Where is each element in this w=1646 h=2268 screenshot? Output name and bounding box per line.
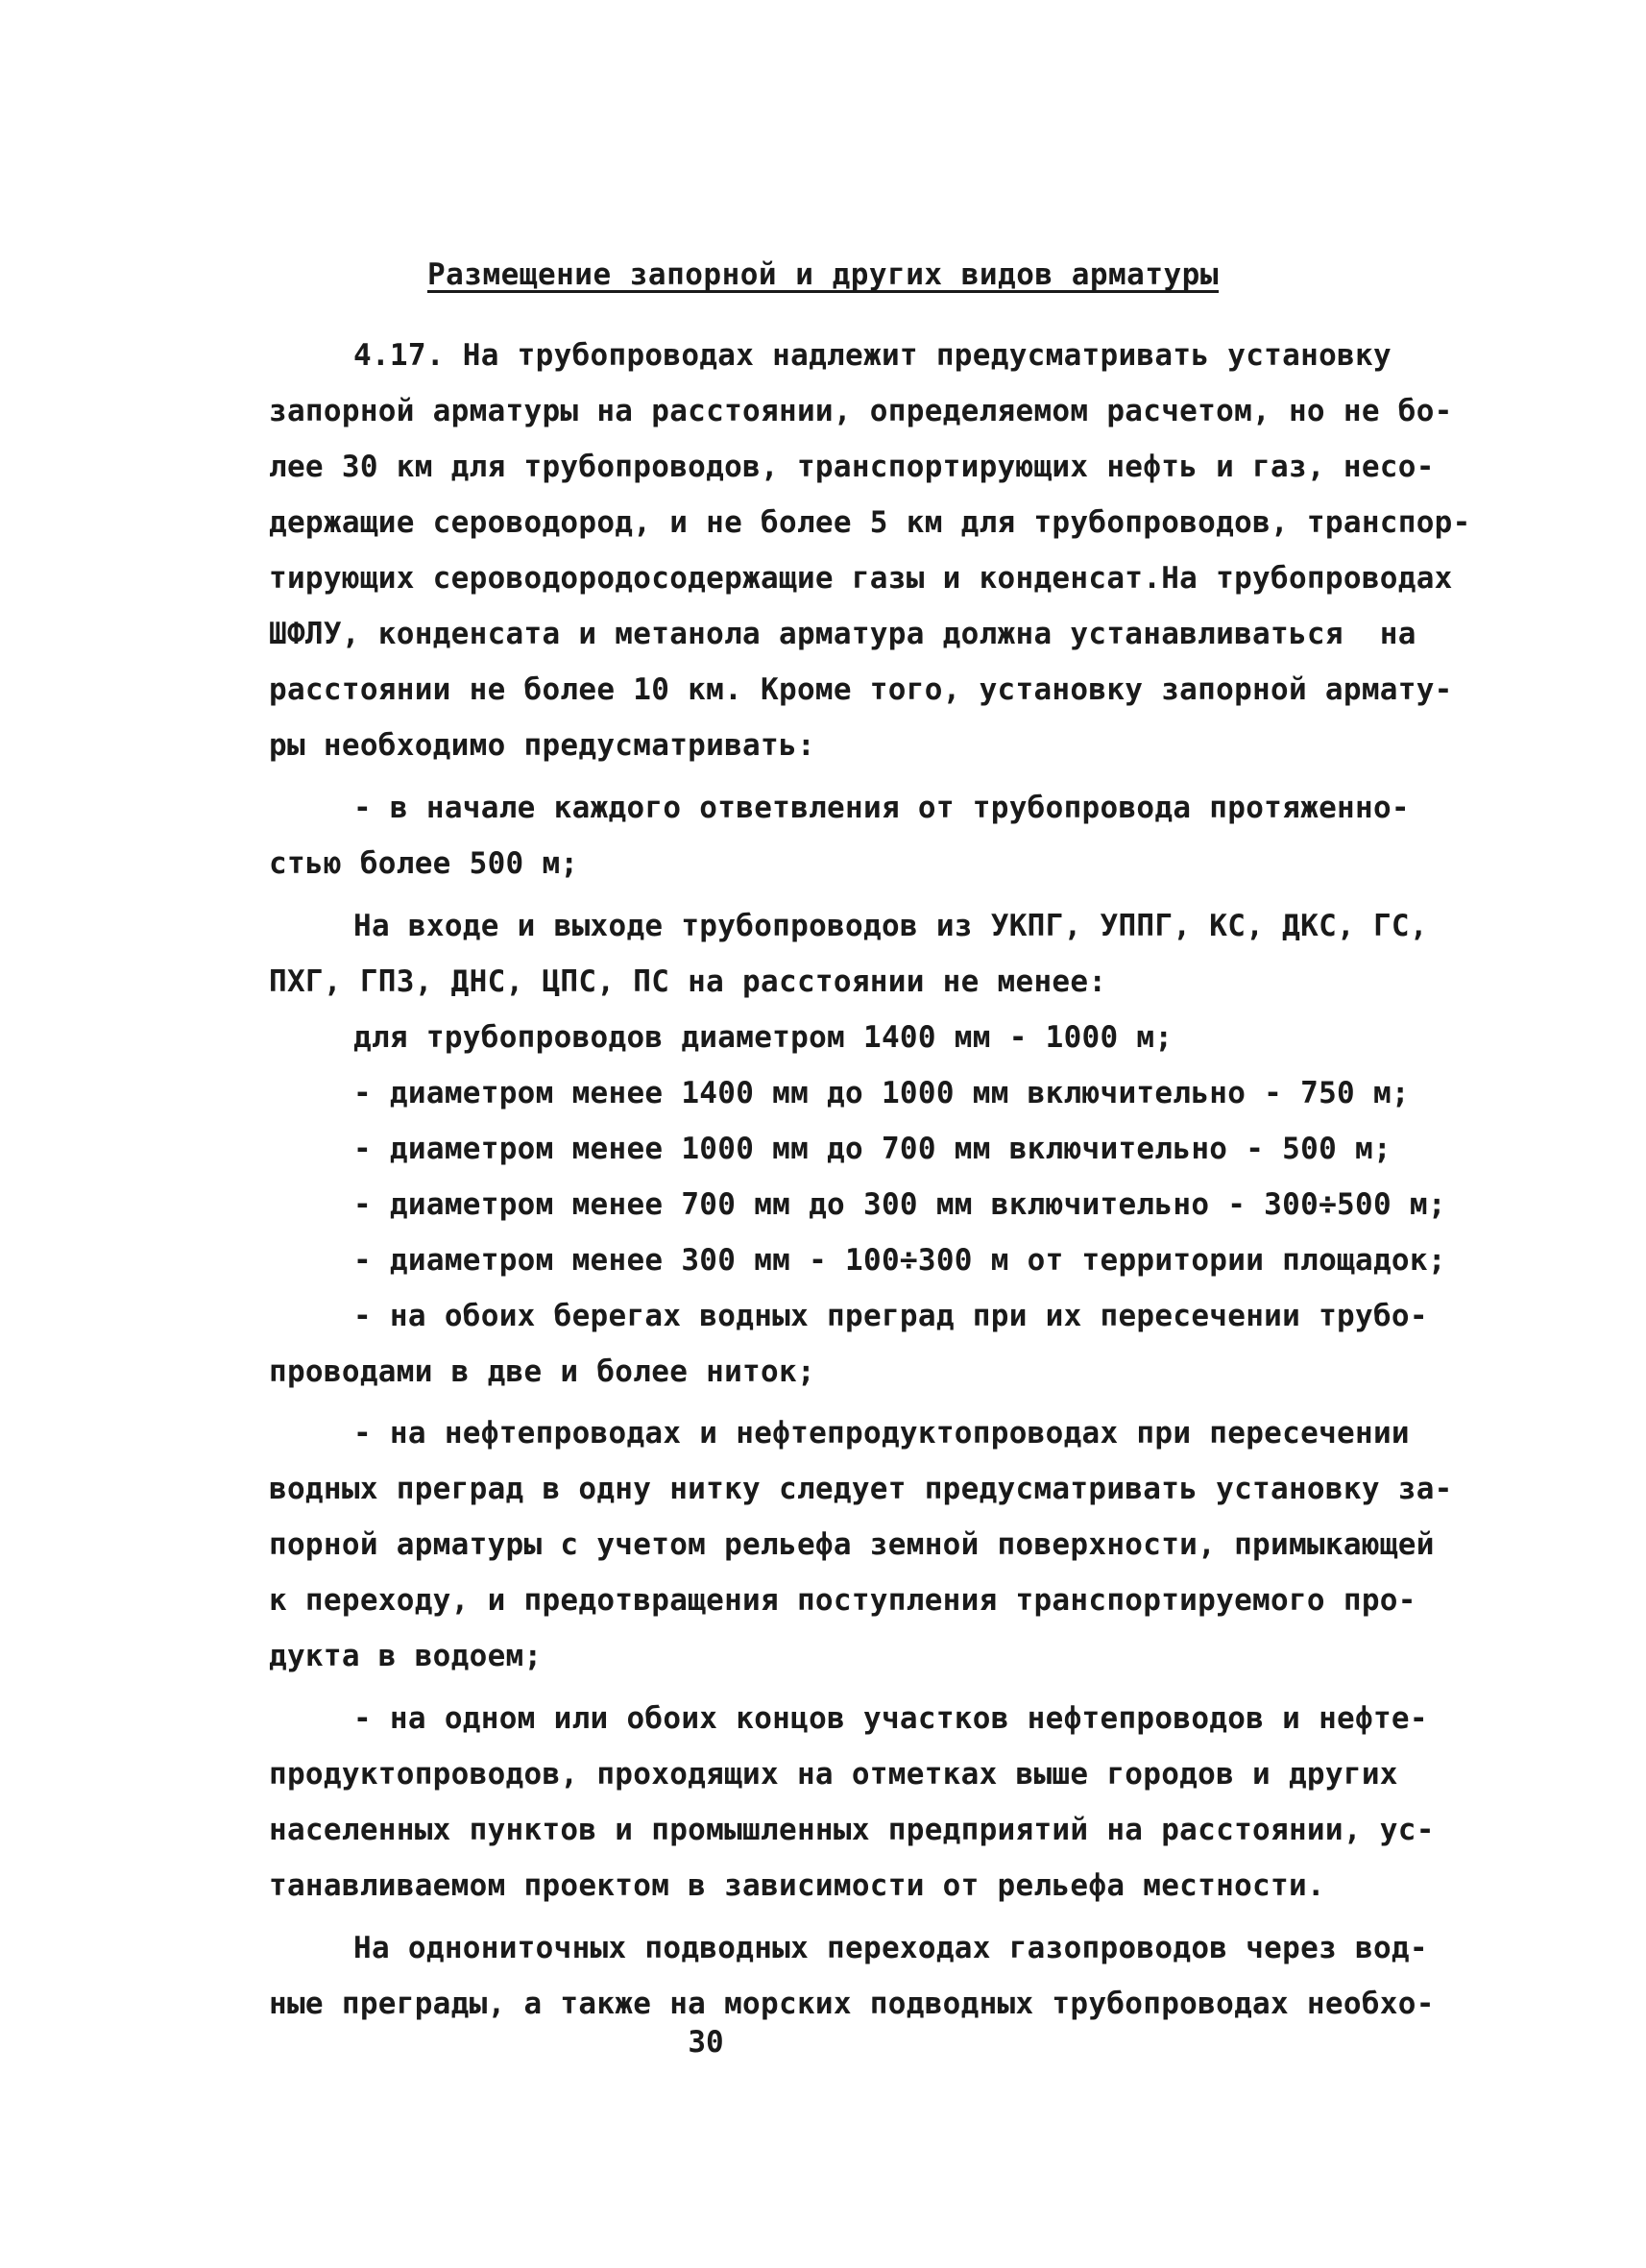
text-line: дукта в водоем;	[269, 1639, 543, 1673]
text-line: - диаметром менее 300 мм - 100÷300 м от территории площадок;	[353, 1243, 1446, 1278]
text-line: водных преград в одну нитку следует предусматривать установку за-	[269, 1472, 1453, 1506]
text-line: продуктопроводов, проходящих на отметках выше городов и других	[269, 1757, 1398, 1792]
text-line: населенных пунктов и промышленных предприятий на расстоянии, ус-	[269, 1813, 1435, 1847]
text-line: - диаметром менее 1000 мм до 700 мм включительно - 500 м;	[353, 1132, 1392, 1166]
text-line: 4.17. На трубопроводах надлежит предусматривать установку	[353, 338, 1392, 373]
text-line: проводами в две и более ниток;	[269, 1354, 815, 1389]
text-line: стью более 500 м;	[269, 846, 579, 881]
section-heading: Размещение запорной и других видов арматуры	[426, 257, 1220, 292]
text-line: расстоянии не более 10 км. Кроме того, установку запорной армату-	[269, 672, 1453, 707]
text-line: тирующих сероводородосодержащие газы и конденсат.На трубопроводах	[269, 561, 1453, 596]
text-line: запорной арматуры на расстоянии, определяемом расчетом, но не бо-	[269, 394, 1453, 428]
text-line: ные преграды, а также на морских подводных трубопроводах необхо-	[269, 1987, 1435, 2021]
text-line: - на нефтепроводах и нефтепродуктопроводах при пересечении	[353, 1416, 1410, 1451]
page-number: 30	[688, 2025, 724, 2060]
text-line: держащие сероводород, и не более 5 км для трубопроводов, транспор-	[269, 505, 1471, 540]
text-line: - диаметром менее 1400 мм до 1000 мм включительно - 750 м;	[353, 1076, 1410, 1110]
text-line: лее 30 км для трубопроводов, транспортирующих нефть и газ, несо-	[269, 450, 1435, 484]
text-line: - в начале каждого ответвления от трубопровода протяженно-	[353, 791, 1410, 825]
text-line: для трубопроводов диаметром 1400 мм - 1000 м;	[353, 1020, 1174, 1055]
text-line: порной арматуры с учетом рельефа земной поверхности, примыкающей	[269, 1527, 1435, 1562]
text-line: - диаметром менее 700 мм до 300 мм включительно - 300÷500 м;	[353, 1187, 1446, 1222]
text-line: ШФЛУ, конденсата и метанола арматура должна устанавливаться на	[269, 617, 1416, 651]
text-line: - на одном или обоих концов участков нефтепроводов и нефте-	[353, 1701, 1428, 1736]
text-line: ПХГ, ГПЗ, ДНС, ЦПС, ПС на расстоянии не менее:	[269, 964, 1107, 999]
text-line: ры необходимо предусматривать:	[269, 728, 815, 763]
text-line: - на обоих берегах водных преград при их пересечении трубо-	[353, 1299, 1428, 1333]
text-line: танавливаемом проектом в зависимости от рельефа местности.	[269, 1868, 1325, 1903]
text-line: к переходу, и предотвращения поступления транспортируемого про-	[269, 1583, 1416, 1618]
text-line: На входе и выходе трубопроводов из УКПГ, УППГ, КС, ДКС, ГС,	[353, 909, 1428, 943]
text-line: На однониточных подводных переходах газопроводов через вод-	[353, 1931, 1428, 1965]
